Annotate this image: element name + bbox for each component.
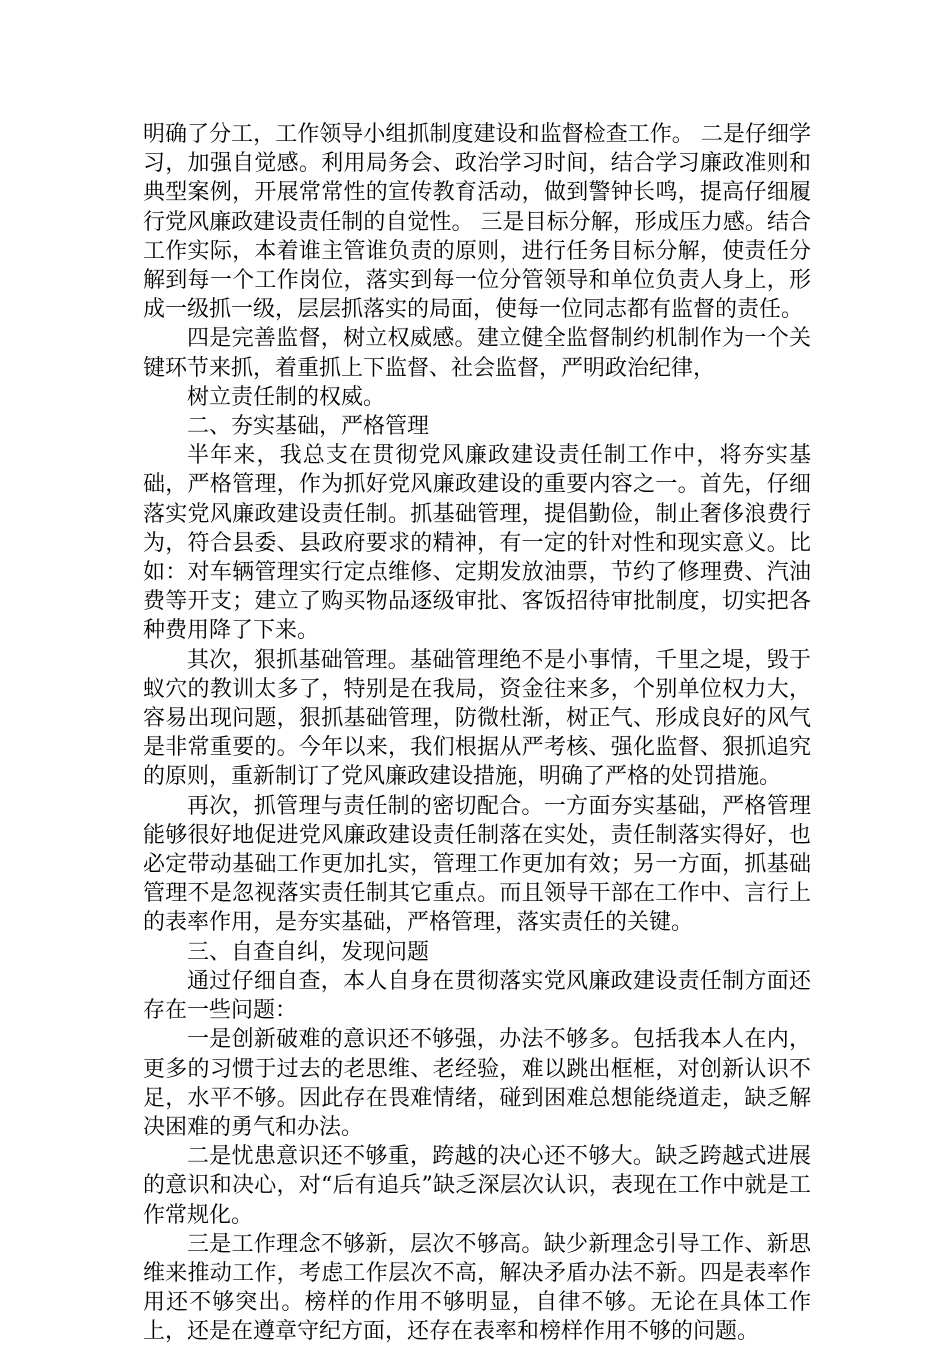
section-heading-foundation: 二、夯实基础，严格管理 [187, 414, 430, 440]
paragraph-problem-awareness: 二是忧患意识还不够重，跨越的决心还不够大。缺乏跨越式进展的意识和决心，对“后有追兵”缺乏深层次认识，表现在工作中就是工作常规化。 [143, 1144, 811, 1228]
paragraph-management-coordination: 再次，抓管理与责任制的密切配合。一方面夯实基础，严格管理能够很好地促进党风廉政建设责任制落在实处，责任制落实得好，也必定带动基础工作更加扎实，管理工作更加有效；另一方面，抓基础管理不是忽视落实责任制其它重点。而且领导干部在工作中、言行上的表率作用，是夯实基础，严格管理，落实责任的关键。 [143, 793, 811, 936]
paragraph-half-year-work: 半年来，我总支在贯彻党风廉政建设责任制工作中，将夯实基础，严格管理，作为抓好党风廉政建设的重要内容之一。首先，仔细落实党风廉政建设责任制。抓基础管理，提倡勤俭，制止奢侈浪费行为，符合县委、县政府要求的精神，有一定的针对性和现实意义。比如：对车辆管理实行定点维修、定期发放油票，节约了修理费、汽油费等开支；建立了购买物品逐级审批、客饭招待审批制度，切实把各种费用降了下来。 [143, 443, 811, 644]
paragraph-responsibility-authority: 树立责任制的权威。 [187, 384, 386, 410]
paragraph-problem-concept: 三是工作理念不够新，层次不够高。缺少新理念引导工作、新思维来推动工作，考虑工作层次不高，解决矛盾办法不新。四是表率作用还不够突出。榜样的作用不够明显，自律不够。无论在具体工作上，还是在遵章守纪方面，还存在表率和榜样作用不够的问题。 [143, 1231, 811, 1345]
document-body [143, 120, 811, 1347]
paragraph-self-inspection-intro: 通过仔细自查，本人自身在贯彻落实党风廉政建设责任制方面还存在一些问题： [143, 968, 811, 1024]
paragraph-division-of-work: 明确了分工，工作领导小组抓制度建设和监督检查工作。 二是仔细学习，加强自觉感。利用局务会、政治学习时间，结合学习廉政准则和典型案例，开展常常性的宣传教育活动，做到警钟长鸣，提高仔细履行党风廉政建设责任制的自觉性。 三是目标分解，形成压力感。结合工作实际，本着谁主管谁负责的原则，进行任务目标分解，使责任分解到每一个工作岗位，落实到每一位分管领导和单位负责人身上，形成一级抓一级，层层抓落实的局面，使每一位同志都有监督的责任。 [143, 122, 811, 323]
paragraph-problem-innovation: 一是创新破难的意识还不够强，办法不够多。包括我本人在内，更多的习惯于过去的老思维、老经验，难以跳出框框，对创新认识不足，水平不够。因此存在畏难情绪，碰到困难总想能绕道走，缺乏解决困难的勇气和办法。 [143, 1027, 811, 1140]
section-heading-self-inspection: 三、自查自纠，发现问题 [187, 939, 430, 965]
paragraph-supervision-authority: 四是完善监督，树立权威感。建立健全监督制约机制作为一个关键环节来抓，着重抓上下监督、社会监督，严明政治纪律， [143, 326, 811, 381]
paragraph-basic-management: 其次，狠抓基础管理。基础管理绝不是小事情，千里之堤，毁于蚁穴的教训太多了，特别是在我局，资金往来多，个别单位权力大，容易出现问题，狠抓基础管理，防微杜渐，树正气、形成良好的风气是非常重要的。今年以来，我们根据从严考核、强化监督、狠抓追究的原则，重新制订了党风廉政建设措施，明确了严格的处罚措施。 [143, 647, 811, 790]
